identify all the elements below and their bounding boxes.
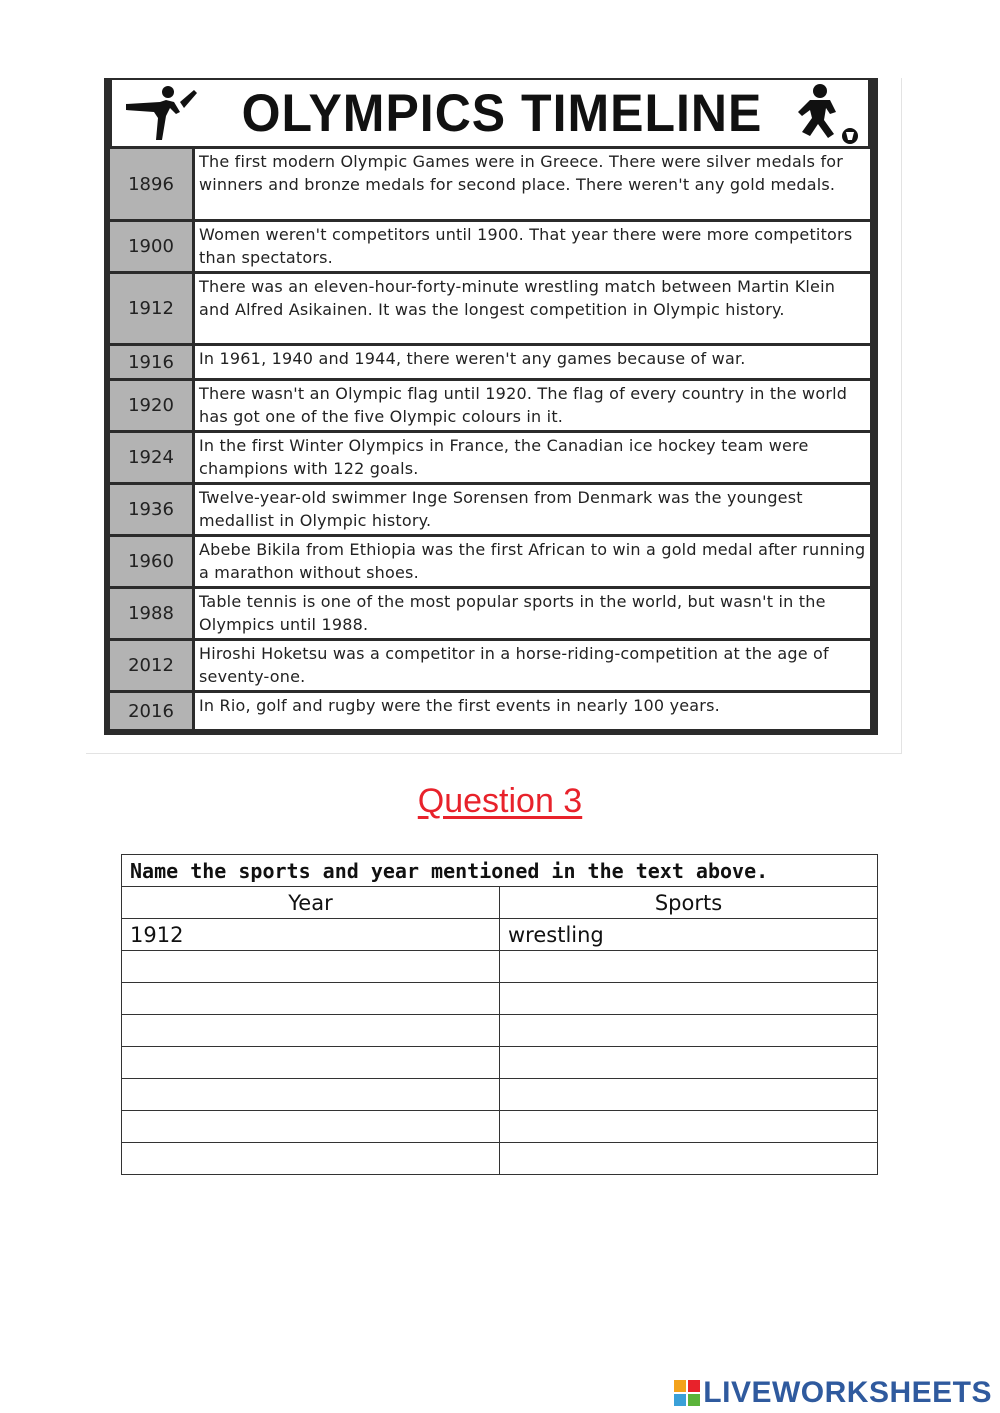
answer-sports-input[interactable] (508, 955, 869, 979)
timeline-year: 1988 (110, 589, 192, 638)
answer-row (122, 919, 878, 951)
timeline-event-text: Table tennis is one of the most popular sports in the world, but wasn't in the Olympics until 1988. (195, 589, 870, 638)
timeline-row (110, 149, 870, 219)
karate-kick-icon (120, 82, 200, 146)
timeline-year: 1916 (110, 346, 192, 378)
answer-year-cell[interactable] (122, 951, 500, 983)
timeline-row (110, 693, 870, 729)
answer-year-input[interactable] (130, 923, 491, 947)
timeline-row (110, 537, 870, 586)
answer-sports-cell[interactable] (500, 1047, 878, 1079)
answer-sports-input[interactable] (508, 987, 869, 1011)
timeline-table (104, 78, 878, 735)
answer-sports-cell[interactable] (500, 1111, 878, 1143)
answer-sports-input[interactable] (508, 1115, 869, 1139)
timeline-year: 1920 (110, 381, 192, 430)
timeline-row (110, 485, 870, 534)
question-heading: Question 3 (417, 782, 583, 820)
answer-year-input[interactable] (130, 987, 491, 1011)
timeline-header (110, 78, 870, 148)
answer-year-cell[interactable] (122, 1111, 500, 1143)
timeline-title: OLYMPICS TIMELINE (241, 83, 763, 143)
answer-year-input[interactable] (130, 955, 491, 979)
timeline-row (110, 381, 870, 430)
answer-year-input[interactable] (130, 1115, 491, 1139)
answer-sports-cell[interactable] (500, 951, 878, 983)
answer-year-input[interactable] (130, 1147, 491, 1171)
answer-sports-input[interactable] (508, 1019, 869, 1043)
timeline-event-text: The first modern Olympic Games were in Greece. There were silver medals for winners and bronze medals for second place. There weren't any gold medals. (195, 149, 870, 219)
logo-text: LIVEWORKSHEETS (703, 1376, 992, 1409)
answer-year-cell[interactable] (122, 1079, 500, 1111)
answer-row (122, 1047, 878, 1079)
instruction-row (122, 855, 878, 887)
timeline-year: 1912 (110, 274, 192, 343)
timeline-event-text: Abebe Bikila from Ethiopia was the first African to win a gold medal after running a marathon without shoes. (195, 537, 870, 586)
instruction-text: Name the sports and year mentioned in the text above. (122, 855, 878, 887)
answer-row (122, 1079, 878, 1111)
answer-year-cell[interactable] (122, 919, 500, 951)
timeline-event-text: There was an eleven-hour-forty-minute wrestling match between Martin Klein and Alfred Asikainen. It was the longest competition in Olympic history. (195, 274, 870, 343)
answer-sports-input[interactable] (508, 1147, 869, 1171)
answer-row (122, 983, 878, 1015)
timeline-event-text: In the first Winter Olympics in France, the Canadian ice hockey team were champions with 122 goals. (195, 433, 870, 482)
liveworksheets-logo-icon (674, 1380, 700, 1406)
timeline-row (110, 274, 870, 343)
timeline-row (110, 589, 870, 638)
timeline-event-text: Twelve-year-old swimmer Inge Sorensen from Denmark was the youngest medallist in Olympic history. (195, 485, 870, 534)
answer-sports-cell[interactable] (500, 1143, 878, 1175)
answer-year-input[interactable] (130, 1083, 491, 1107)
answer-row (122, 1111, 878, 1143)
answer-year-cell[interactable] (122, 1047, 500, 1079)
answer-row (122, 1015, 878, 1047)
timeline-year: 1960 (110, 537, 192, 586)
answer-sports-cell[interactable] (500, 1079, 878, 1111)
year-column-header: Year (122, 887, 500, 919)
timeline-row (110, 346, 870, 378)
timeline-year: 1896 (110, 149, 192, 219)
timeline-event-text: In 1961, 1940 and 1944, there weren't any games because of war. (195, 346, 870, 378)
header-row (122, 887, 878, 919)
answer-year-cell[interactable] (122, 1143, 500, 1175)
timeline-year: 1924 (110, 433, 192, 482)
timeline-year: 1936 (110, 485, 192, 534)
answer-sports-cell[interactable] (500, 1015, 878, 1047)
answer-sports-input[interactable] (508, 923, 869, 947)
timeline-year: 1900 (110, 222, 192, 271)
timeline-event-text: Women weren't competitors until 1900. That year there were more competitors than spectators. (195, 222, 870, 271)
answer-row (122, 1143, 878, 1175)
answer-year-input[interactable] (130, 1019, 491, 1043)
answer-sports-cell[interactable] (500, 983, 878, 1015)
timeline-event-text: Hiroshi Hoketsu was a competitor in a horse-riding-competition at the age of seventy-one. (195, 641, 870, 690)
timeline-rows (110, 149, 870, 732)
timeline-row (110, 433, 870, 482)
timeline-year: 2012 (110, 641, 192, 690)
answer-year-cell[interactable] (122, 1015, 500, 1047)
answer-row (122, 951, 878, 983)
sports-column-header: Sports (500, 887, 878, 919)
answer-sports-input[interactable] (508, 1083, 869, 1107)
liveworksheets-logo (674, 1376, 992, 1410)
timeline-row (110, 641, 870, 690)
answer-year-cell[interactable] (122, 983, 500, 1015)
timeline-row (110, 222, 870, 271)
timeline-event-text: There wasn't an Olympic flag until 1920. The flag of every country in the world has got one of the five Olympic colours in it. (195, 381, 870, 430)
timeline-year: 2016 (110, 693, 192, 729)
answer-table (121, 854, 878, 1175)
answer-year-input[interactable] (130, 1051, 491, 1075)
timeline-event-text: In Rio, golf and rugby were the first events in nearly 100 years. (195, 693, 870, 729)
timeline-image (86, 78, 902, 754)
answer-sports-cell[interactable] (500, 919, 878, 951)
answer-sports-input[interactable] (508, 1051, 869, 1075)
soccer-player-icon (790, 82, 862, 146)
